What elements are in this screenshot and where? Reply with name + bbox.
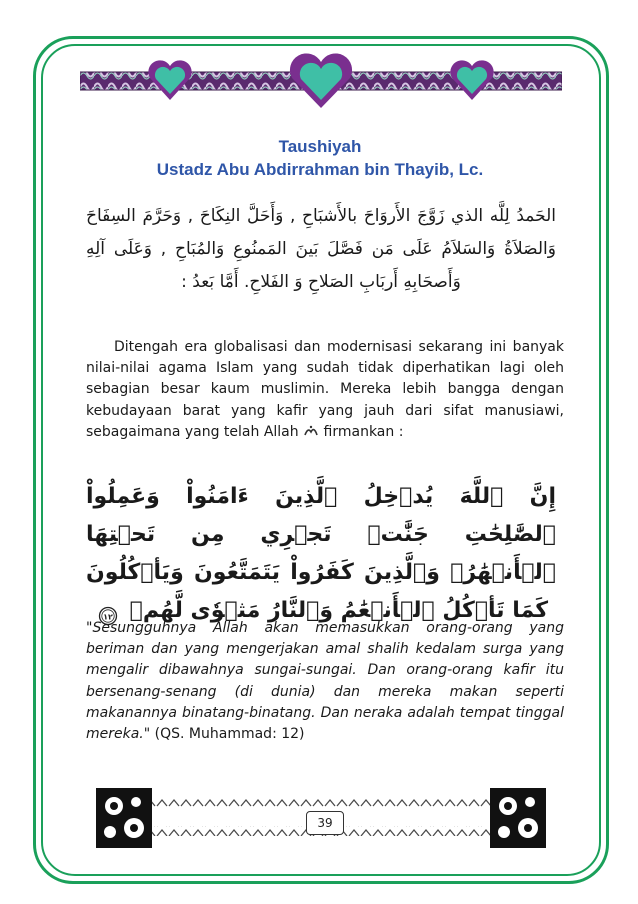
heart-icon [290, 53, 352, 108]
verse-number: ١٢ [103, 612, 113, 622]
heading [60, 136, 580, 182]
paragraph-text-end: firmankan : [319, 423, 404, 440]
paragraph-text: Ditengah era globalisasi dan modernisasi sekarang ini banyak nilai-nilai agama Islam yang sudah tidak diperhatikan lagi oleh sebagian besar kaum muslimin. Mereka lebih bangga dengan kebudayaan barat yang kafir yang jauh dari sifat manusiawi, sebagaimana yang telah Allah [86, 339, 564, 440]
opening-arabic-text: الحَمدُ لِلَّه الذي زَوَّجَ الأَروَاحَ بالأَشبَاحِ , وَأَحَلَّ النِكَاحَ , وَحَرَّمَ السِفَاحَ وَالصَلاَةُ وَالسَلاَمُ عَلَى مَن فَصَّلَ بَينَ المَمنُوعِ وَالمُبَاحِ , وَعَلَى آلِهِ وَأَصحَابِهِ أَربَابِ الصَلاحِ وَ الفَلاحِ. أَمَّا بَعدُ : [86, 206, 556, 292]
page-number: 39 [306, 811, 344, 835]
top-heart-banner [80, 52, 562, 108]
quran-verse [86, 478, 556, 630]
flower-ornament-icon [96, 788, 152, 848]
verse-reference: " (QS. Muhammad: 12) [143, 726, 305, 743]
allah-honorific-icon [303, 424, 319, 438]
page-title: Taushiyah [278, 137, 362, 156]
quote-mark: " [86, 620, 93, 636]
heart-icon [148, 60, 191, 100]
flower-ornament-icon [490, 788, 546, 848]
translation-text: Sesungguhnya Allah akan memasukkan orang-orang yang beriman dan yang mengerjakan amal shalih kedalam surga yang mengalir dibawahnya sungai-sungai. Dan orang-orang kafir itu bersenang-senang (di dunia) dan mereka makan seperti makanannya binatang-binatang. Dan neraka adalah tempat tinggal mereka. [86, 620, 564, 743]
verse-translation [86, 618, 564, 745]
verse-text: إِنَّ ٱللَّهَ يُدۡخِلُ ٱلَّذِينَ ءَامَنُواْ وَعَمِلُواْ ٱلصَّٰلِحَٰتِ جَنَّٰتٖ تَجۡرِي مِن تَحۡتِهَا ٱلۡأَنۡهَٰرُۖ وَٱلَّذِينَ كَفَرُواْ يَتَمَتَّعُونَ وَيَأۡكُلُونَ كَمَا تَأۡكُلُ ٱلۡأَنۡعَٰمُ وَٱلنَّارُ مَثۡوٗى لَّهُمۡ [86, 484, 556, 623]
author-name: Ustadz Abu Abdirrahman bin Thayib, Lc. [156, 160, 484, 179]
intro-paragraph [86, 337, 564, 443]
heart-icon [450, 60, 493, 100]
